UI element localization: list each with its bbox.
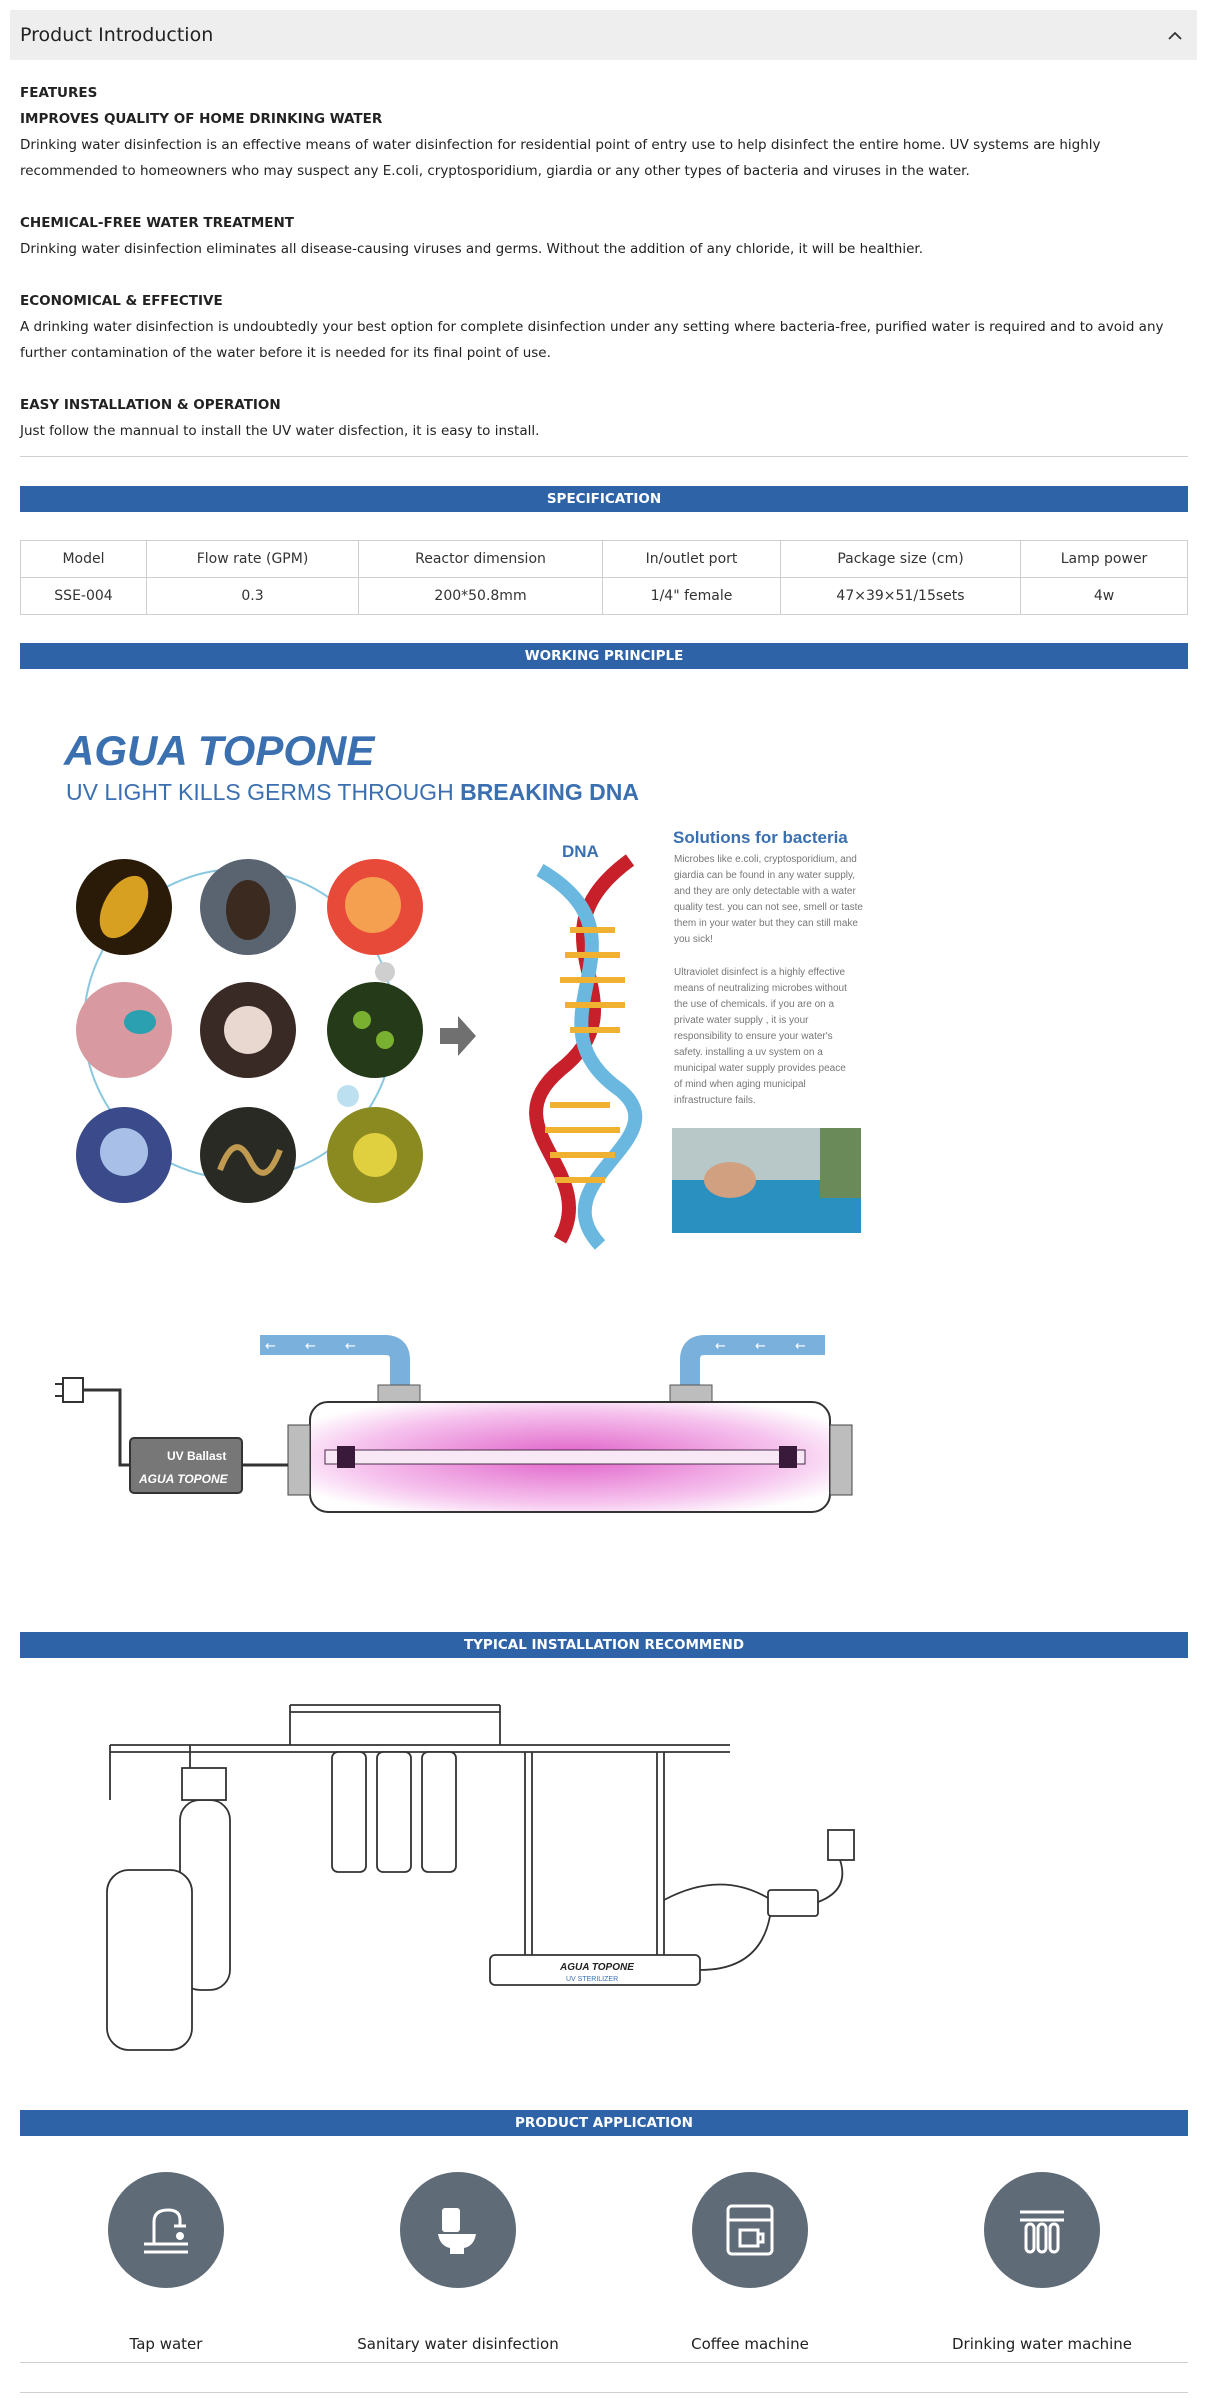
solutions-title: Solutions for bacteria xyxy=(673,828,848,847)
microbe-image-detail xyxy=(353,1133,397,1177)
faucet-icon xyxy=(108,2172,224,2288)
column-header: Flow rate (GPM) xyxy=(147,541,359,578)
table-cell: SSE-004 xyxy=(21,578,147,615)
flow-arrows xyxy=(265,1339,806,1354)
unit-label: UV STERILIZER xyxy=(566,1976,619,1983)
column-header: Lamp power xyxy=(1021,541,1188,578)
filter-housing xyxy=(422,1752,456,1872)
product-application-bar: PRODUCT APPLICATION xyxy=(20,2110,1188,2136)
microbe-image-detail xyxy=(226,880,270,940)
application-label: Drinking water machine xyxy=(951,2335,1132,2353)
uv-cable xyxy=(700,1916,770,1970)
decor-dot xyxy=(375,962,395,982)
uv-lamp xyxy=(325,1450,805,1464)
feature-body: Just follow the mannual to install the UV water disfection, it is easy to install. xyxy=(20,423,540,439)
microbe-image-detail xyxy=(376,1031,394,1049)
microbe-image xyxy=(76,982,172,1078)
microbe-image-detail xyxy=(224,1006,272,1054)
text-line: private water supply , it is your xyxy=(674,1015,809,1026)
feature-heading: EASY INSTALLATION & OPERATION xyxy=(20,397,281,413)
uv-sterilizer-diagram xyxy=(55,1330,875,1550)
feature-item xyxy=(20,288,1188,366)
microbe-image-detail xyxy=(100,1128,148,1176)
text-line: safety. installing a uv system on a xyxy=(674,1047,823,1058)
text-line: giardia can be found in any water supply, xyxy=(674,870,856,881)
table-header-row xyxy=(21,541,1188,578)
microbe-images xyxy=(76,859,423,1203)
dna-helix xyxy=(536,860,635,1245)
text-line: the use of chemicals. if you are on a xyxy=(674,999,835,1010)
wall-outlet xyxy=(828,1830,854,1860)
application-label: Sanitary water disinfection xyxy=(357,2335,559,2353)
microbe-image xyxy=(327,982,423,1078)
microbe-image-detail xyxy=(353,1011,371,1029)
text-line: of mind when aging municipal xyxy=(674,1079,806,1090)
table-cell: 47×39×51/15sets xyxy=(781,578,1021,615)
table-cell: 0.3 xyxy=(147,578,359,615)
working-principle-illustration xyxy=(40,700,920,1260)
pool-photo xyxy=(672,1128,861,1233)
text-line: them in your water but they can still make xyxy=(674,918,858,929)
text-line: municipal water supply provides peace xyxy=(674,1063,846,1074)
dna-label: DNA xyxy=(562,842,599,861)
text-line: quality test. you can not see, smell or taste xyxy=(674,902,863,913)
svg-text:←: ← xyxy=(265,1339,276,1354)
feature-item xyxy=(20,106,1188,184)
photo-person xyxy=(704,1162,756,1198)
svg-text:←: ← xyxy=(305,1339,316,1354)
solutions-paragraph-2 xyxy=(674,967,847,1106)
application-label: Coffee machine xyxy=(691,2335,809,2353)
features-label: FEATURES xyxy=(20,85,98,101)
installation-diagram xyxy=(80,1680,880,2080)
text-line: Microbes like e.coli, cryptosporidium, and xyxy=(674,854,857,865)
brine-tank xyxy=(107,1870,192,2050)
feature-body: A drinking water disinfection is undoubtedly your best option for complete disinfection under any setting where bacteria-free, purified water is required and to avoid any further contamination of the water before it is needed for its final point of use. xyxy=(20,319,1164,361)
unit-brand: AGUA TOPONE xyxy=(560,1962,634,1973)
power-cable xyxy=(80,1390,130,1465)
feature-heading: IMPROVES QUALITY OF HOME DRINKING WATER xyxy=(20,111,383,127)
column-header: Reactor dimension xyxy=(359,541,603,578)
softener-valve xyxy=(182,1768,226,1800)
column-header: Model xyxy=(21,541,147,578)
text-line: Ultraviolet disinfect is a highly effective xyxy=(674,967,846,978)
table-row xyxy=(21,578,1188,615)
divider xyxy=(20,2392,1188,2393)
tagline: UV LIGHT KILLS GERMS THROUGH BREAKING DNA xyxy=(66,779,639,805)
features-section xyxy=(20,80,1188,470)
end-cap xyxy=(288,1425,310,1495)
text-line: means of neutralizing microbes without xyxy=(674,983,847,994)
application-item xyxy=(312,2130,604,2288)
ballast-brand: AGUA TOPONE xyxy=(139,1472,228,1486)
svg-text:←: ← xyxy=(345,1339,356,1354)
outlet-pipe xyxy=(260,1345,400,1385)
svg-text:←: ← xyxy=(755,1339,766,1354)
page-title: Product Introduction xyxy=(20,24,214,46)
feature-item xyxy=(20,392,1188,444)
installation-bar: TYPICAL INSTALLATION RECOMMEND xyxy=(20,1632,1188,1658)
table-cell: 200*50.8mm xyxy=(359,578,603,615)
column-header: Package size (cm) xyxy=(781,541,1021,578)
column-header: In/outlet port xyxy=(603,541,781,578)
sensor-cable xyxy=(664,1884,768,1900)
feature-body: Drinking water disinfection is an effective means of water disinfection for residential point of entry use to help disinfect the entire home. UV systems are highly recommended to homeowners who may suspect any E.coli, cryptosporidium, giardia or any other types of bacteria and viruses in the water. xyxy=(20,137,1101,179)
application-item xyxy=(604,2130,896,2288)
microbe-image-detail xyxy=(345,877,401,933)
brand-logo: AGUA TOPONE xyxy=(64,727,375,774)
svg-text:←: ← xyxy=(715,1339,726,1354)
text-line: and they are only detectable with a water xyxy=(674,886,856,897)
ballast-box xyxy=(768,1890,818,1916)
application-section xyxy=(20,2130,1188,2353)
specification-bar: SPECIFICATION xyxy=(20,486,1188,512)
table-cell: 4w xyxy=(1021,578,1188,615)
feature-item xyxy=(20,210,1188,262)
product-introduction-header[interactable] xyxy=(10,10,1197,60)
svg-text:←: ← xyxy=(795,1339,806,1354)
decor-dot xyxy=(337,1085,359,1107)
application-label: Tap water xyxy=(129,2335,203,2353)
solutions-paragraph-1 xyxy=(674,854,863,945)
filter-housing xyxy=(377,1752,411,1872)
divider xyxy=(20,456,1188,457)
application-item xyxy=(20,2130,312,2288)
photo-foliage xyxy=(820,1128,861,1198)
coffee-machine-icon xyxy=(692,2172,808,2288)
working-principle-bar: WORKING PRINCIPLE xyxy=(20,643,1188,669)
feature-body: Drinking water disinfection eliminates all disease-causing viruses and germs. Without the addition of any chloride, it will be healthier. xyxy=(20,241,924,257)
microbe-image-detail xyxy=(124,1010,156,1034)
power-cable xyxy=(818,1860,842,1902)
lamp-end xyxy=(337,1446,355,1468)
specification-table xyxy=(20,540,1188,615)
divider xyxy=(20,2362,1188,2363)
table-cell: 1/4" female xyxy=(603,578,781,615)
arrow-right-icon xyxy=(440,1016,476,1056)
text-line: you sick! xyxy=(674,934,713,945)
ballast-label: UV Ballast xyxy=(167,1449,227,1463)
toilet-icon xyxy=(400,2172,516,2288)
plug-icon xyxy=(63,1378,83,1402)
lamp-end xyxy=(779,1446,797,1468)
dna-strand-blue xyxy=(540,870,635,1245)
chevron-up-icon[interactable] xyxy=(1163,23,1187,47)
text-line: infrastructure fails. xyxy=(674,1095,756,1106)
text-line: responsibility to ensure your water's xyxy=(674,1031,833,1042)
filter-housing xyxy=(332,1752,366,1872)
water-filter-icon xyxy=(984,2172,1100,2288)
end-cap xyxy=(830,1425,852,1495)
feature-heading: CHEMICAL-FREE WATER TREATMENT xyxy=(20,215,295,231)
application-item xyxy=(896,2130,1188,2288)
feature-heading: ECONOMICAL & EFFECTIVE xyxy=(20,293,223,309)
